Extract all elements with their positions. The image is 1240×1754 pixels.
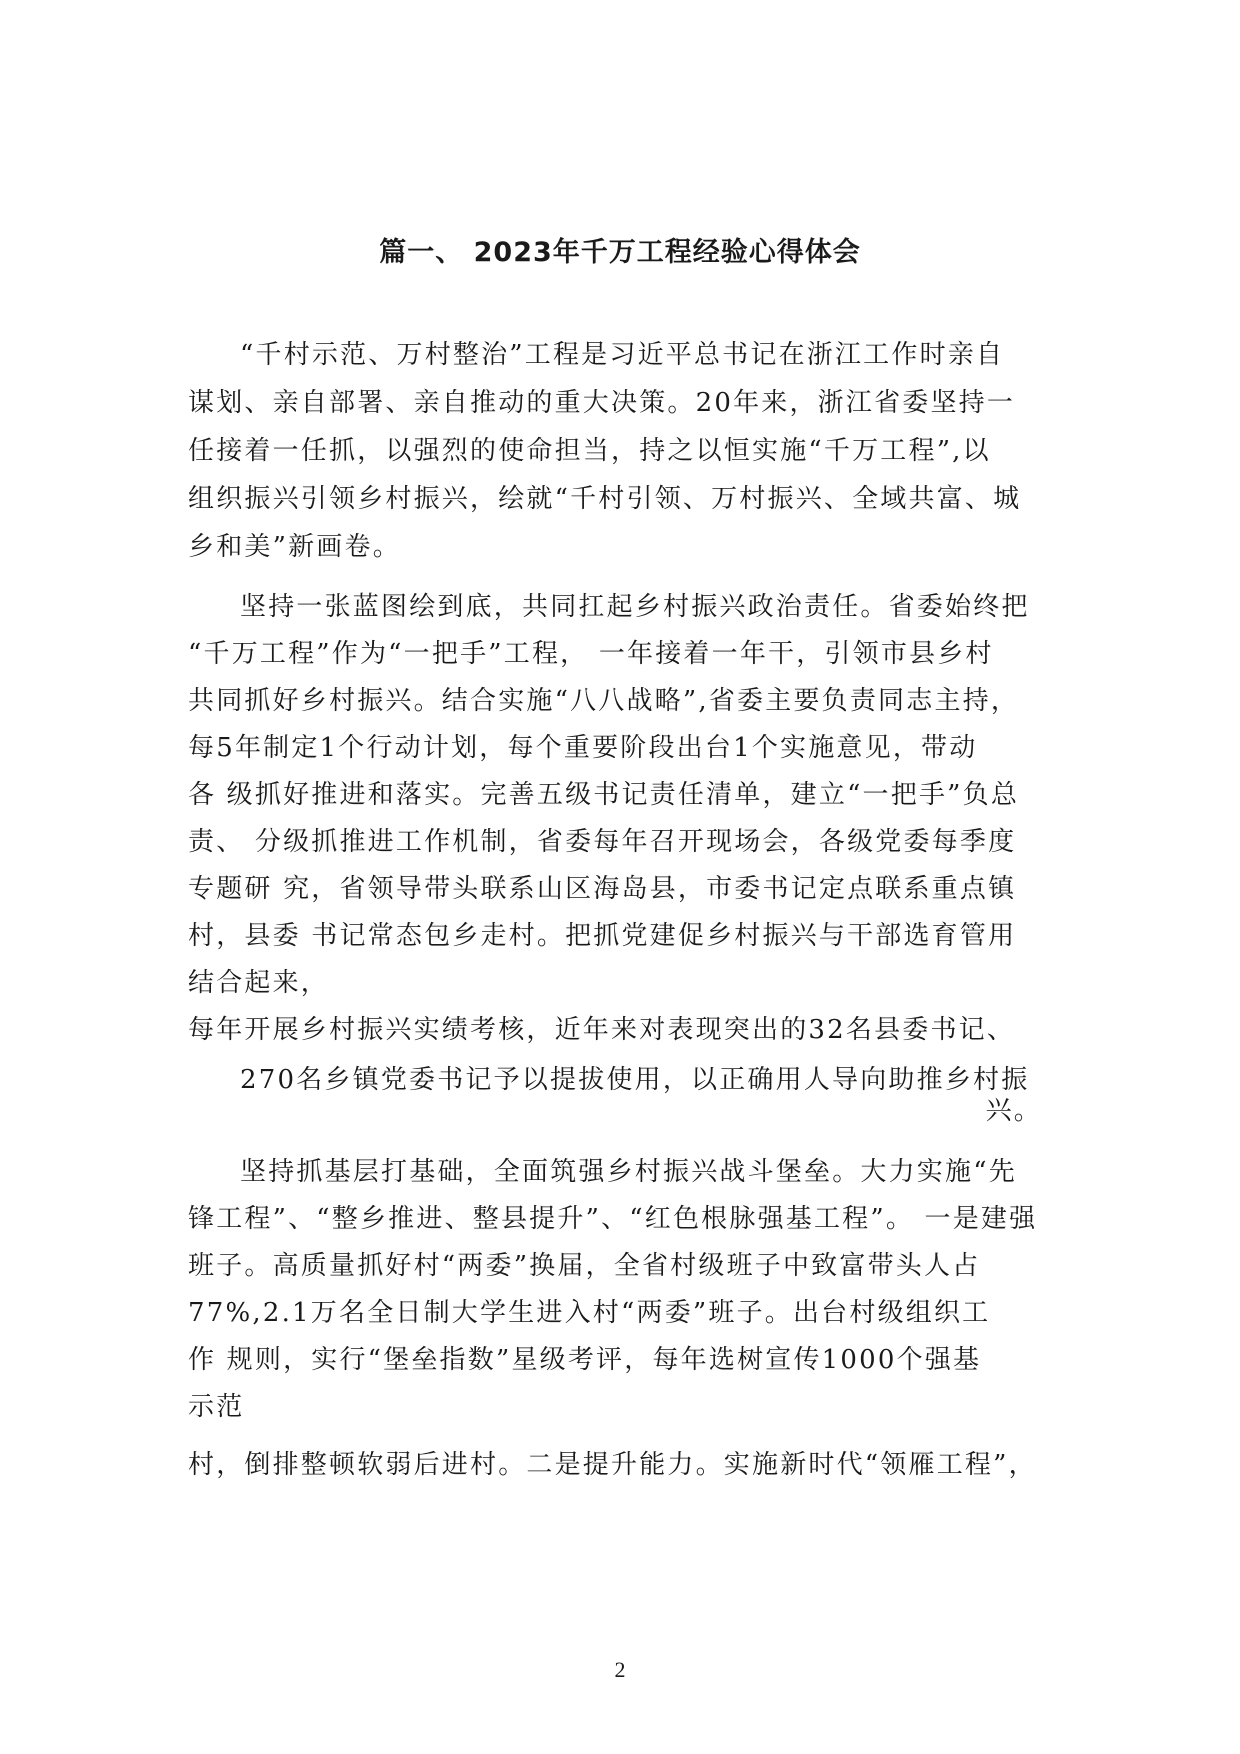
text-line: 责、 分级抓推进工作机制，省委每年召开现场会，各级党委每季度 (188, 827, 1017, 857)
page-number: 2 (614, 1657, 626, 1682)
text-line: 结合起来， (188, 968, 330, 998)
text-line: “千村示范、万村整治”工程是习近平总书记在浙江工作时亲自 (240, 340, 1005, 370)
text-line: “千万工程”作为“一把手”工程， 一年接着一年干，引领市县乡村 (188, 639, 994, 669)
text-line: 兴。 (985, 1096, 1042, 1126)
text-line: 每5年制定1个行动计划，每个重要阶段出台1个实施意见，带动 (188, 733, 978, 763)
text-line: 乡和美”新画卷。 (188, 532, 401, 562)
document-title: 篇一、 2023年千万工程经验心得体会 (379, 237, 861, 268)
text-line: 示范 (188, 1392, 245, 1422)
text-line: 谋划、亲自部署、亲自推动的重大决策。20年来，浙江省委坚持一 (188, 388, 1016, 418)
text-line: 各 级抓好推进和落实。完善五级书记责任清单，建立“一把手”负总 (188, 780, 1020, 810)
text-line: 坚持一张蓝图绘到底，共同扛起乡村振兴政治责任。省委始终把 (240, 592, 1030, 622)
text-line: 组织振兴引领乡村振兴，绘就“千村引领、万村振兴、全域共富、城 (188, 484, 1022, 514)
text-line: 每年开展乡村振兴实绩考核，近年来对表现突出的32名县委书记、 (188, 1015, 1016, 1045)
text-line: 作 规则，实行“堡垒指数”星级考评，每年选树宣传1000个强基 (188, 1345, 982, 1375)
text-line: 锋工程”、“整乡推进、整县提升”、“红色根脉强基工程”。 一是建强 (188, 1204, 1038, 1234)
text-line: 270名乡镇党委书记予以提拔使用，以正确用人导向助推乡村振 (240, 1065, 1030, 1095)
text-line: 77%,2.1万名全日制大学生进入村“两委”班子。出台村级组织工 (188, 1298, 991, 1328)
text-line: 专题研 究，省领导带头联系山区海岛县，市委书记定点联系重点镇 (188, 874, 1017, 904)
text-line: 任接着一任抓，以强烈的使命担当，持之以恒实施“千万工程”,以 (188, 436, 991, 466)
text-line: 村，倒排整顿软弱后进村。二是提升能力。实施新时代“领雁工程”， (188, 1450, 1037, 1480)
text-line: 共同抓好乡村振兴。结合实施“八八战略”,省委主要负责同志主持， (188, 686, 1020, 716)
text-line: 班子。高质量抓好村“两委”换届，全省村级班子中致富带头人占 (188, 1251, 981, 1281)
text-line: 村，县委 书记常态包乡走村。把抓党建促乡村振兴与干部选育管用 (188, 921, 1017, 951)
text-line: 坚持抓基层打基础，全面筑强乡村振兴战斗堡垒。大力实施“先 (240, 1157, 1017, 1187)
